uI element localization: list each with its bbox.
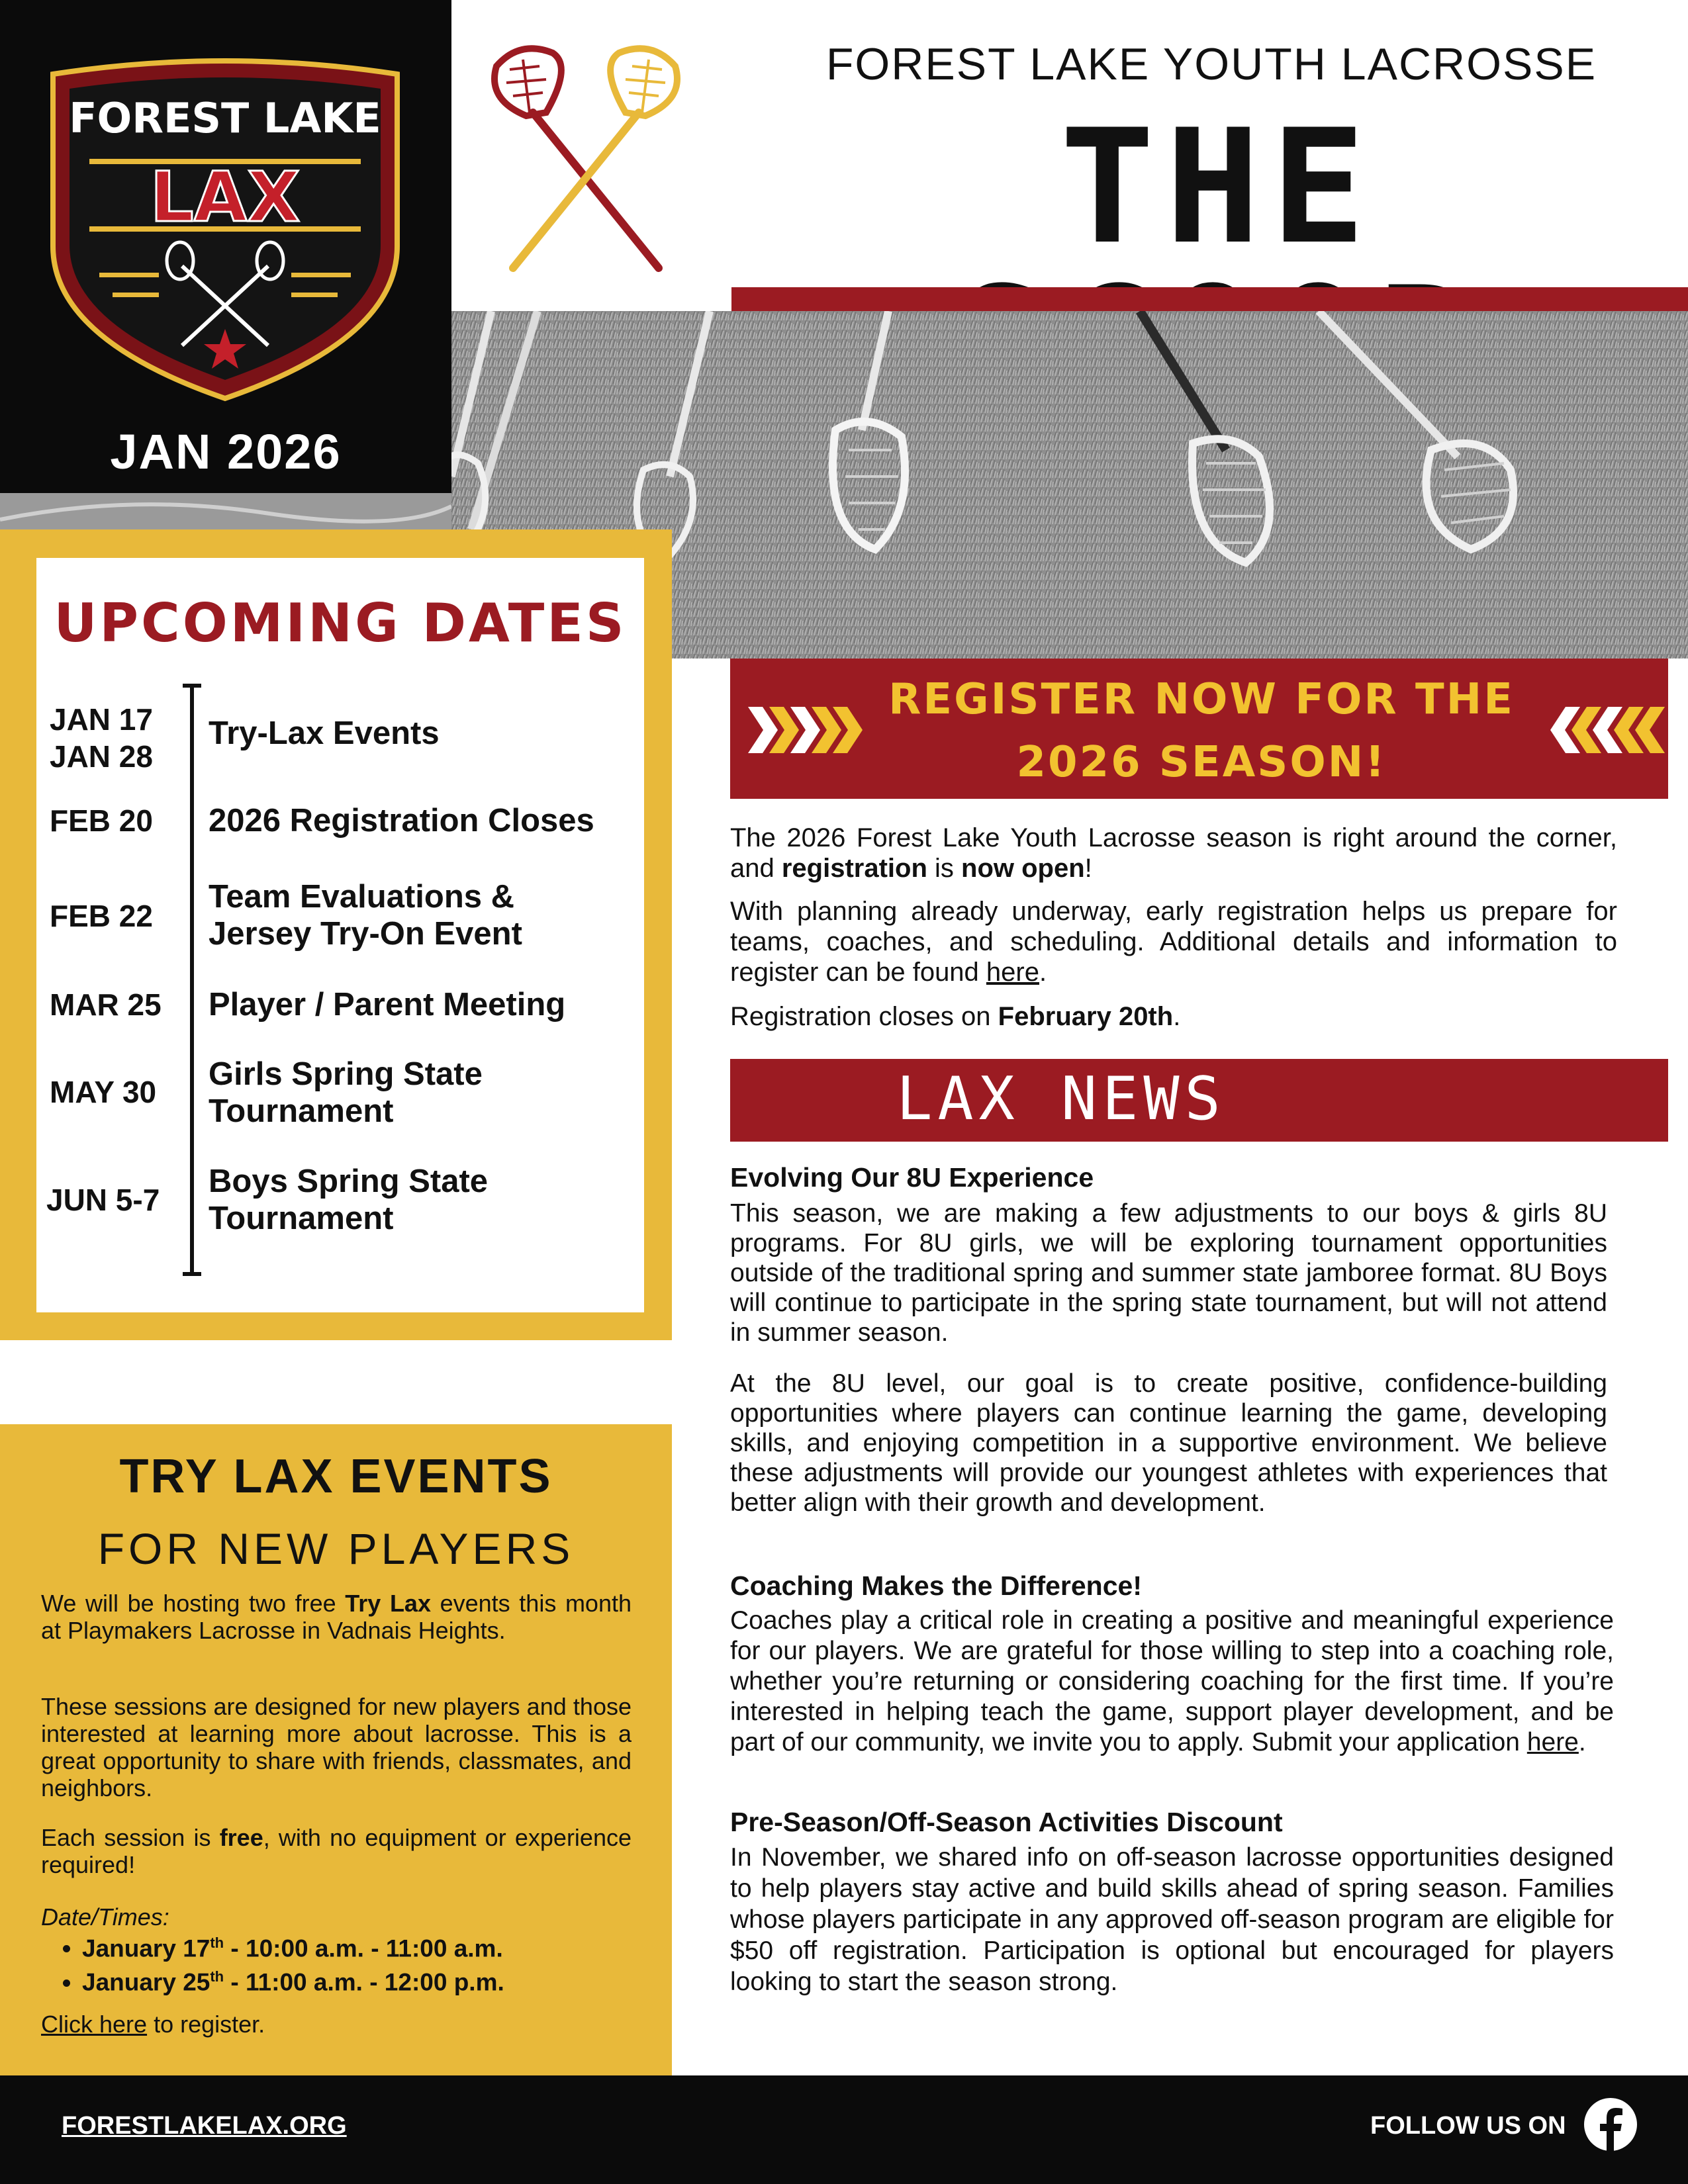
try-lax-subheading: FOR NEW PLAYERS <box>97 1524 575 1573</box>
try-lax-dates-label: Date/Times: <box>41 1903 169 1931</box>
article-3-title: Pre-Season/Off-Season Activities Discount <box>730 1807 1283 1837</box>
forest-lake-lax-logo <box>40 48 410 405</box>
date-item-5: MAY 30 <box>50 1075 157 1109</box>
try-lax-intro: We will be hosting two free Try Lax events this month at Playmakers Lacrosse in Vadnais Heights. <box>41 1590 632 1644</box>
register-paragraph-2: With planning already underway, early registration helps us prepare for teams, coaches, and scheduling. Additional details and information to register can be found here. <box>730 897 1617 987</box>
event-line: Team Evaluations & <box>209 879 515 915</box>
crossed-sticks-icon <box>473 40 698 278</box>
register-banner-line: REGISTER NOW FOR THE <box>888 675 1515 724</box>
event-item-6 <box>209 1163 639 1237</box>
register-paragraph-3: Registration closes on February 20th. <box>730 1002 1181 1031</box>
article-1-title: Evolving Our 8U Experience <box>730 1162 1094 1193</box>
try-lax-session-list <box>41 1929 678 1997</box>
event-item-3 <box>209 878 639 952</box>
event-line: Girls Spring State <box>209 1056 483 1092</box>
date-item-2: FEB 20 <box>50 803 153 838</box>
article-2-paragraph: Coaches play a critical role in creating a positive and meaningful experience for our players. We are grateful for those willing to step into a coaching role, whether you’re returning or considering coaching for the first time. If you’re interested in helping teach the game, support player development, and be part of our community, we invite you to apply. Submit your application here. <box>730 1606 1614 1756</box>
chevron-left-icon <box>1532 700 1665 760</box>
try-lax-heading: TRY LAX EVENTS <box>119 1450 553 1503</box>
event-line: Jersey Try-On Event <box>209 916 522 952</box>
facebook-icon[interactable] <box>1583 2097 1638 2152</box>
event-line: Tournament <box>209 1201 394 1236</box>
register-banner-line: 2026 SEASON! <box>1016 738 1387 787</box>
event-line: Tournament <box>209 1093 394 1129</box>
register-paragraph-1: The 2026 Forest Lake Youth Lacrosse season is right around the corner, and registration is now open! <box>730 823 1617 883</box>
timeline-cap-top <box>183 684 201 688</box>
timeline-cap-bottom <box>183 1272 201 1276</box>
try-lax-register: Click here to register. <box>41 2011 265 2038</box>
coach-application-link[interactable]: here <box>1526 1728 1579 1756</box>
title-underline-bar <box>731 287 1688 314</box>
session-item: • January 17th - 10:00 a.m. - 11:00 a.m. <box>82 1929 678 1962</box>
follow-us-label: FOLLOW US ON <box>1370 2112 1566 2140</box>
lax-news-heading: LAX NEWS <box>896 1064 1226 1134</box>
event-item-1: Try-Lax Events <box>209 715 440 751</box>
newsletter-title: THE <box>1060 96 1376 279</box>
article-3-paragraph: In November, we shared info on off-season lacrosse opportunities designed to help players stay active and build skills ahead of spring season. Families whose players participate in any approved off-season program are eligible for $50 off registration. Participation is optional but encouraged for players looking to start the season strong. <box>730 1843 1614 1996</box>
event-item-5 <box>209 1056 639 1130</box>
try-lax-description: These sessions are designed for new players and those interested at learning more about lacrosse. This is a great opportunity to share with friends, classmates, and neighbors. <box>41 1693 632 1801</box>
article-1-paragraph-1: This season, we are making a few adjustments to our boys & girls 8U programs. For 8U girls, we will be exploring tournament opportunities outside of the traditional spring and summer state jamboree format. 8U Boys will continue to participate in the spring state tournament, but will not attend in summer season. <box>730 1199 1607 1347</box>
event-line: Boys Spring State <box>209 1163 489 1199</box>
date-item-1 <box>50 701 185 775</box>
article-2-title: Coaching Makes the Difference! <box>730 1570 1142 1601</box>
issue-date: JAN 2026 <box>110 424 342 479</box>
date-item-3: FEB 22 <box>50 899 153 933</box>
timeline-line <box>190 686 194 1275</box>
article-1-paragraph-2: At the 8U level, our goal is to create positive, confidence-building opportunities where players can continue learning the game, developing skills, and enjoying competition in a supportive environment. We believe these adjustments will provide our youngest athletes with experiences that better align with their growth and development. <box>730 1369 1607 1517</box>
date-item-4: MAR 25 <box>50 987 162 1022</box>
date-line: JAN 17 <box>50 702 153 737</box>
photo-left-strip <box>0 493 451 533</box>
organization-name: FOREST LAKE YOUTH LACROSSE <box>825 39 1597 89</box>
logo-line2: LAX <box>150 157 301 238</box>
event-item-2: 2026 Registration Closes <box>209 803 594 839</box>
register-here-link[interactable]: here <box>986 958 1039 987</box>
session-item: • January 25th - 11:00 a.m. - 12:00 p.m. <box>82 1962 678 1996</box>
website-link[interactable]: FORESTLAKELAX.ORG <box>62 2112 347 2140</box>
date-item-6: JUN 5-7 <box>46 1183 160 1217</box>
event-item-4: Player / Parent Meeting <box>209 987 566 1023</box>
logo-line1: FOREST LAKE <box>69 94 381 142</box>
try-lax-register-link[interactable]: Click here <box>41 2011 148 2038</box>
upcoming-dates-heading: UPCOMING DATES <box>54 592 627 654</box>
date-line: JAN 28 <box>50 739 153 774</box>
register-banner-text <box>854 668 1549 794</box>
try-lax-free-note: Each session is free, with no equipment or experience required! <box>41 1824 632 1878</box>
